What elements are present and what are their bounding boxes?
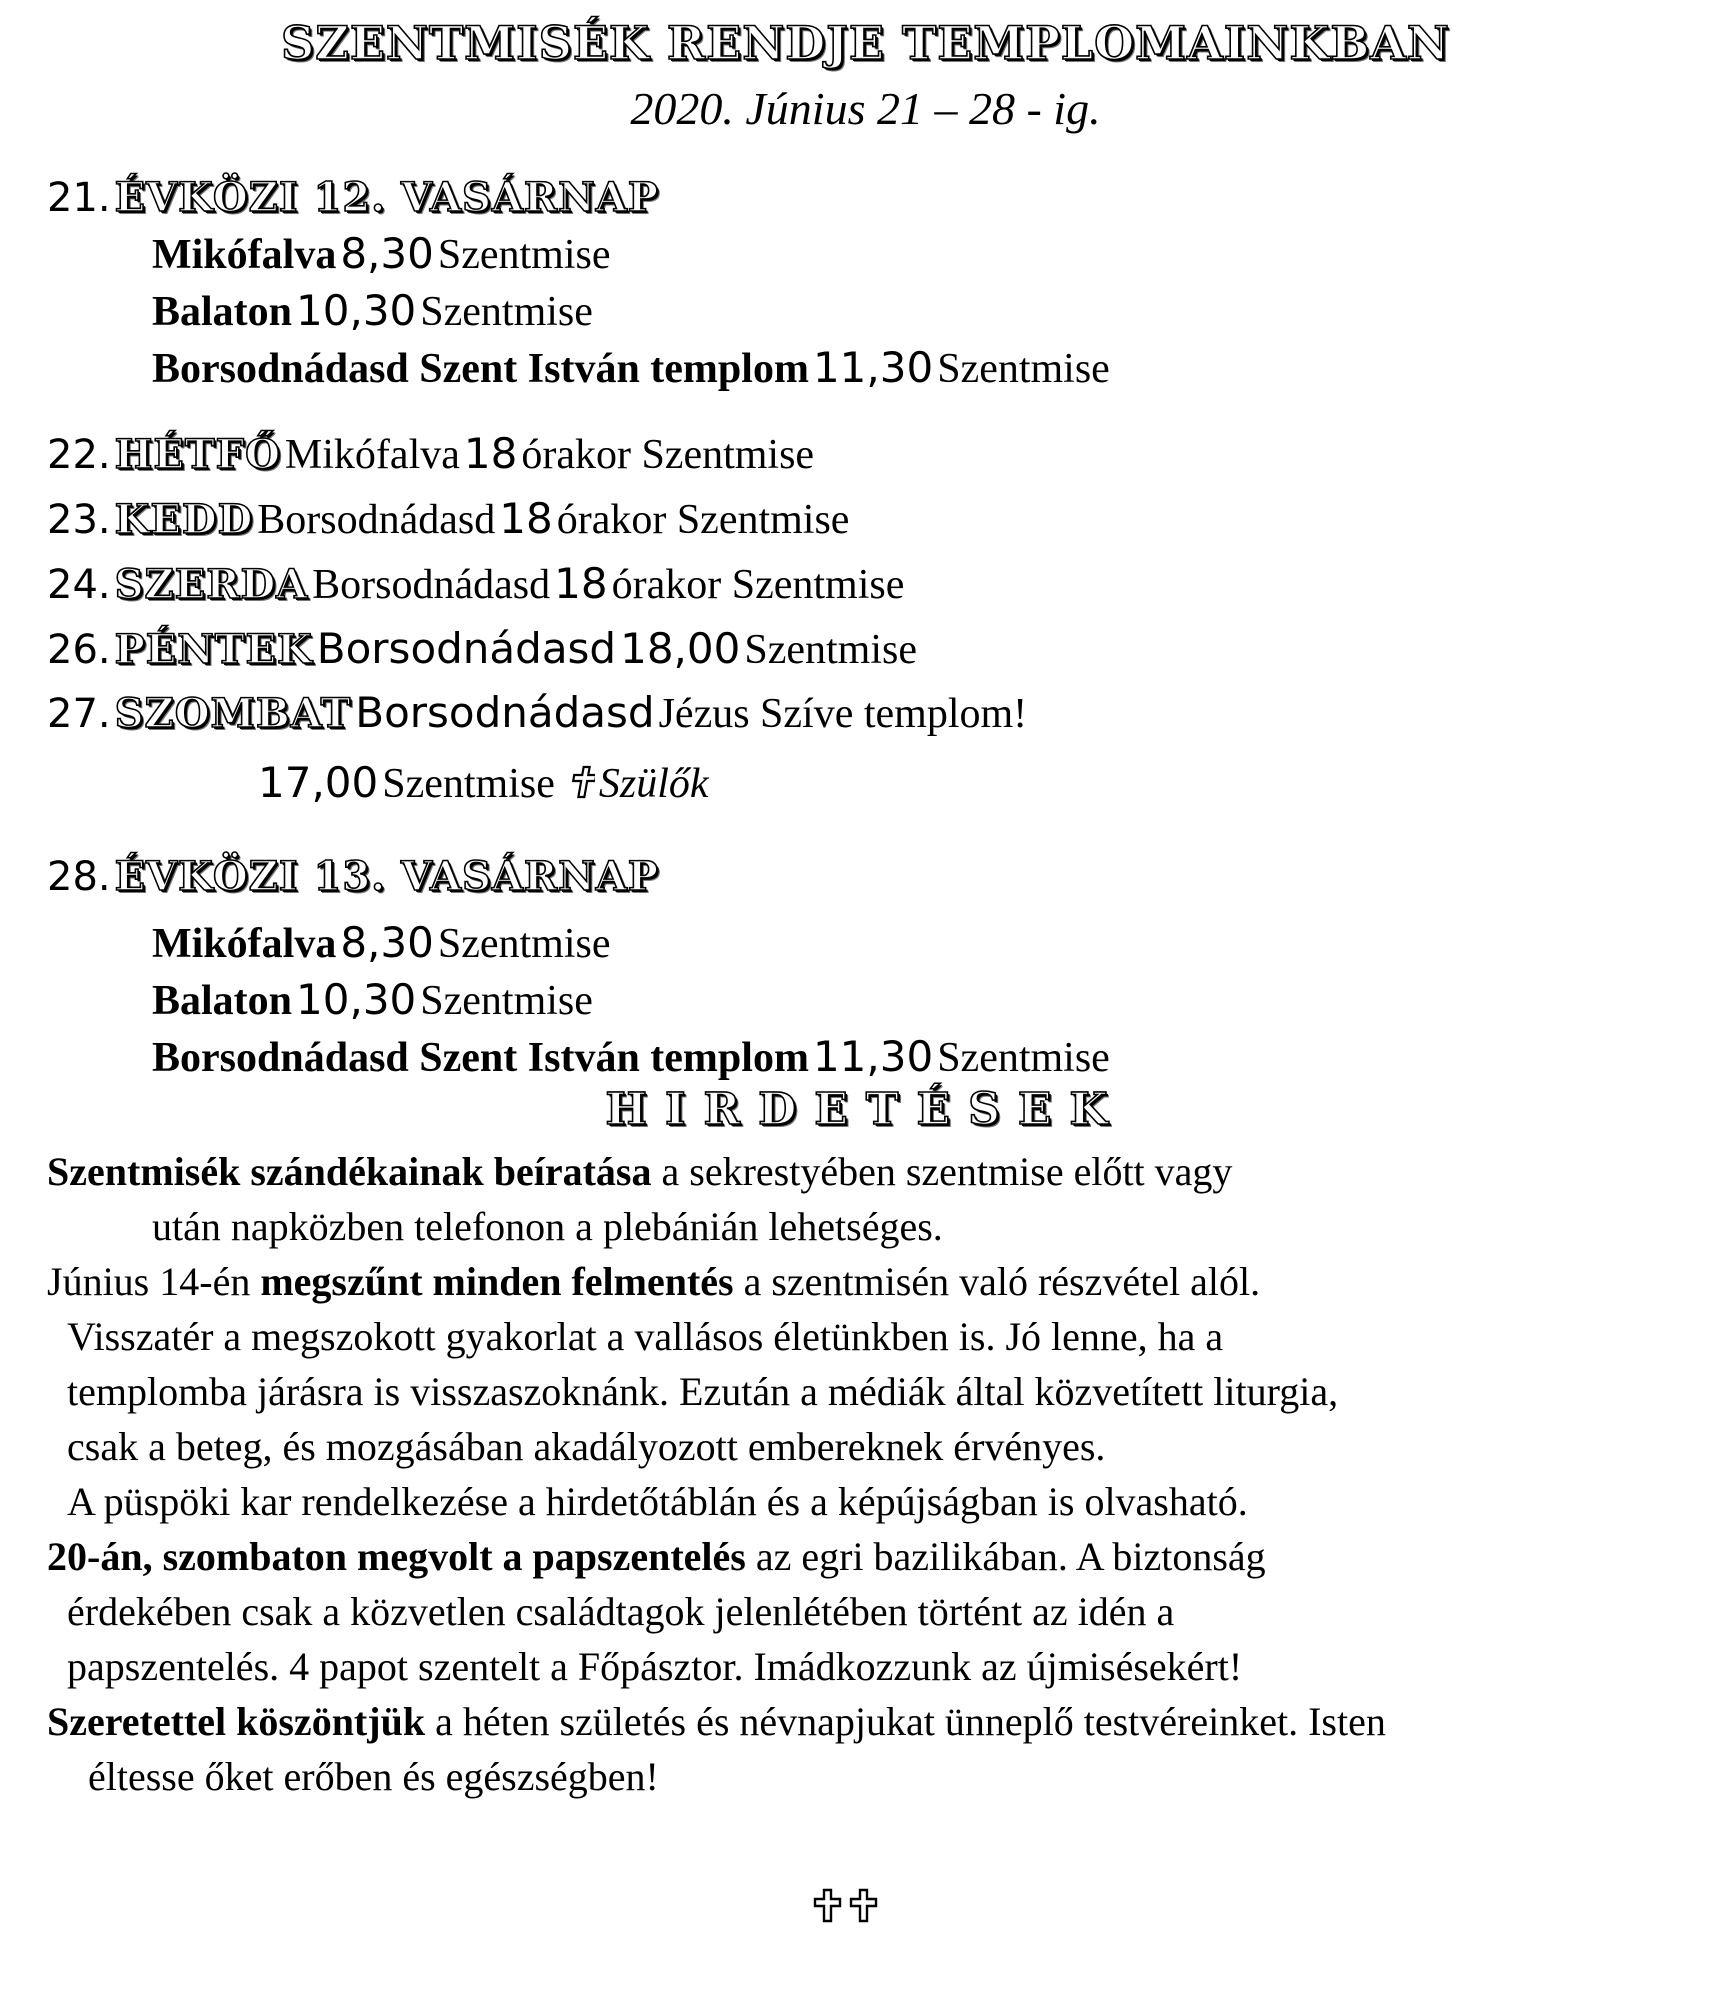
mass-label: órakor Szentmise [521,432,815,478]
day-number: 23. [47,497,111,543]
mass-entry [152,229,611,278]
day-name: ÉVKÖZI 13. VASÁRNAP [114,853,659,900]
mass-place: Borsodnádasd [355,688,655,737]
mass-place: Borsodnádasd [312,562,551,608]
day-number: 22. [47,432,111,478]
mass-time: 8,30 [340,229,434,278]
day-number: 28. [47,854,111,900]
announcement-text: az egri bazilikában. A biztonság [745,1534,1266,1579]
announcement-line [47,1534,1266,1579]
mass-place: Borsodnádasd [316,624,617,673]
day-number: 26. [47,627,111,673]
day-name: ÉVKÖZI 12. VASÁRNAP [114,174,659,221]
mass-label: Szentmise [437,921,611,967]
day-26-row [47,624,917,673]
cross-icon [569,765,595,801]
mass-label: Szentmise [420,978,593,1024]
announcement-line: érdekében csak a közvetlen családtagok jelenlétében történt az idén a [67,1589,1175,1634]
day-28-heading [47,853,659,900]
date-range-subtitle: 2020. Június 21 – 28 - ig. [630,83,1101,134]
footer-crosses [812,1886,882,1926]
mass-time: 10,30 [296,286,417,335]
announcement-bold: Szentmisék szándékainak beíratása [47,1149,652,1194]
day-number: 21. [47,175,111,221]
announcement-text: a szentmisén való részvétel alól. [733,1259,1261,1304]
day-27-row [47,688,1028,737]
mass-label: Szentmise [744,627,917,673]
day-name: PÉNTEK [114,626,313,673]
day-22-row [47,429,815,478]
announcement-text: a héten születés és névnapjukat ünneplő testvéreinket. Isten [425,1699,1386,1744]
mass-time: 18,00 [620,624,741,673]
day-number: 27. [47,691,111,737]
cross-icon [815,1890,840,1921]
day-name: SZOMBAT [114,690,352,737]
mass-entry [152,918,611,967]
mass-label: órakor Szentmise [611,562,905,608]
announcement-line: templomba járásra is visszaszoknánk. Ezután a médiák által közvetített liturgia, [67,1369,1339,1414]
page-title: SZENTMISÉK RENDJE TEMPLOMAINKBAN [281,16,1450,70]
announcement-text: Június 14-én [47,1259,261,1304]
mass-place: Mikófalva [284,432,460,478]
mass-place: Mikófalva [152,921,337,967]
mass-entry [152,343,1110,392]
announcement-bold: Szeretettel köszöntjük [47,1699,426,1744]
announcement-line: A püspöki kar rendelkezése a hirdetőtáblán és a képújságban is olvasható. [67,1479,1248,1524]
mass-time: 17,00 [258,758,379,807]
mass-label: Szentmise [437,232,611,278]
mass-label: Szentmise [420,289,593,335]
day-27-mass [258,758,709,807]
day-23-row [47,494,850,543]
announcement-line [47,1259,1261,1304]
mass-label: Szentmise [937,1035,1110,1081]
day-name: HÉTFŐ [114,431,281,478]
announcement-line [47,1699,1386,1744]
mass-time: 11,30 [812,1032,934,1081]
announcement-text: a sekrestyében szentmise előtt vagy [651,1149,1233,1194]
cross-icon [851,1890,876,1921]
mass-place: Borsodnádasd [257,497,496,543]
mass-intention: Szülők [598,761,709,807]
announcements-heading: HIRDETÉSEK [605,1084,1126,1135]
mass-entry [152,975,593,1024]
mass-time: 8,30 [340,918,434,967]
announcement-line: Visszatér a megszokott gyakorlat a vallásos életünkben is. Jó lenne, ha a [67,1314,1224,1359]
mass-entry [152,1032,1110,1081]
mass-place: Mikófalva [152,232,337,278]
announcement-line: csak a beteg, és mozgásában akadályozott embereknek érvényes. [67,1424,1106,1469]
announcement-line: után napközben telefonon a plebánián lehetséges. [152,1204,943,1249]
day-21-heading [47,174,659,221]
mass-label: Szentmise [937,346,1110,392]
day-name: SZERDA [114,561,309,608]
mass-place: Balaton [152,289,293,335]
day-number: 24. [47,562,111,608]
mass-time: 18 [463,429,518,478]
mass-place: Borsodnádasd Szent István templom [152,1035,809,1081]
mass-label: Szentmise [382,761,555,807]
announcement-bold: 20-án, szombaton megvolt a papszentelés [47,1534,746,1579]
announcement-line: papszentelés. 4 papot szentelt a Főpásztor. Imádkozzunk az újmisésekért! [67,1644,1243,1689]
mass-time: 11,30 [812,343,934,392]
mass-place: Balaton [152,978,293,1024]
mass-entry [152,286,593,335]
mass-time: 18 [499,494,553,543]
announcement-line [47,1149,1233,1194]
mass-time: 10,30 [296,975,417,1024]
mass-label: órakor Szentmise [556,497,850,543]
mass-time: 18 [554,559,608,608]
day-name: KEDD [114,496,254,543]
day-24-row [47,559,905,608]
announcement-bold: megszűnt minden felmentés [260,1259,734,1304]
announcement-line: éltesse őket erőben és egészségben! [88,1754,659,1799]
church-note: Jézus Szíve templom! [658,691,1028,737]
mass-place: Borsodnádasd Szent István templom [152,346,809,392]
